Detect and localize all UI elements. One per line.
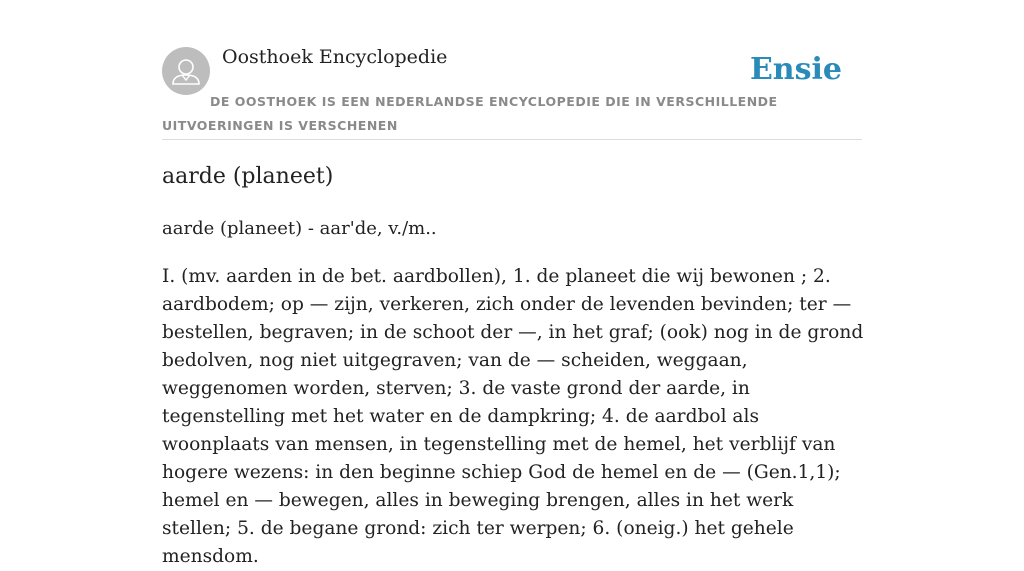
source-avatar[interactable] [162,47,210,95]
brand-logo[interactable]: Ensie [749,52,842,87]
source-title[interactable]: Oosthoek Encyclopedie [222,46,448,68]
source-header [162,0,862,140]
source-description: DE OOSTHOEK IS EEN NEDERLANDSE ENCYCLOPEDIE DIE IN VERSCHILLENDE UITVOERINGEN IS VERSCHENEN [162,94,778,133]
page [162,0,864,567]
article-subtitle: aarde (planeet) - aar'de, v./m.. [162,218,437,239]
article-title: aarde (planeet) [162,164,334,189]
article-body: I. (mv. aarden in de bet. aardbollen), 1. de planeet die wij bewonen ; 2. aardbodem; op — zijn, verkeren, zich onder de levenden bevinden; ter — bestellen, begraven; in de schoot der —, in het graf; (ook) nog in de grond bedolven, nog niet uitgegraven; van de — scheiden, weggaan, weggenomen worden, sterven; 3. de vaste grond der aarde, in tegenstelling met het water en de dampkring; 4. de aardbol als woonplaats van mensen, in tegenstelling met de hemel, het verblijf van hogere wezens: in den beginne schiep God de hemel en de — (Gen.1,1); hemel en — bewegen, alles in beweging brengen, alles in het werk stellen; 5. de begane grond: zich ter werpen; 6. (oneig.) het gehele mensdom. [162,266,864,567]
user-icon [162,47,210,95]
